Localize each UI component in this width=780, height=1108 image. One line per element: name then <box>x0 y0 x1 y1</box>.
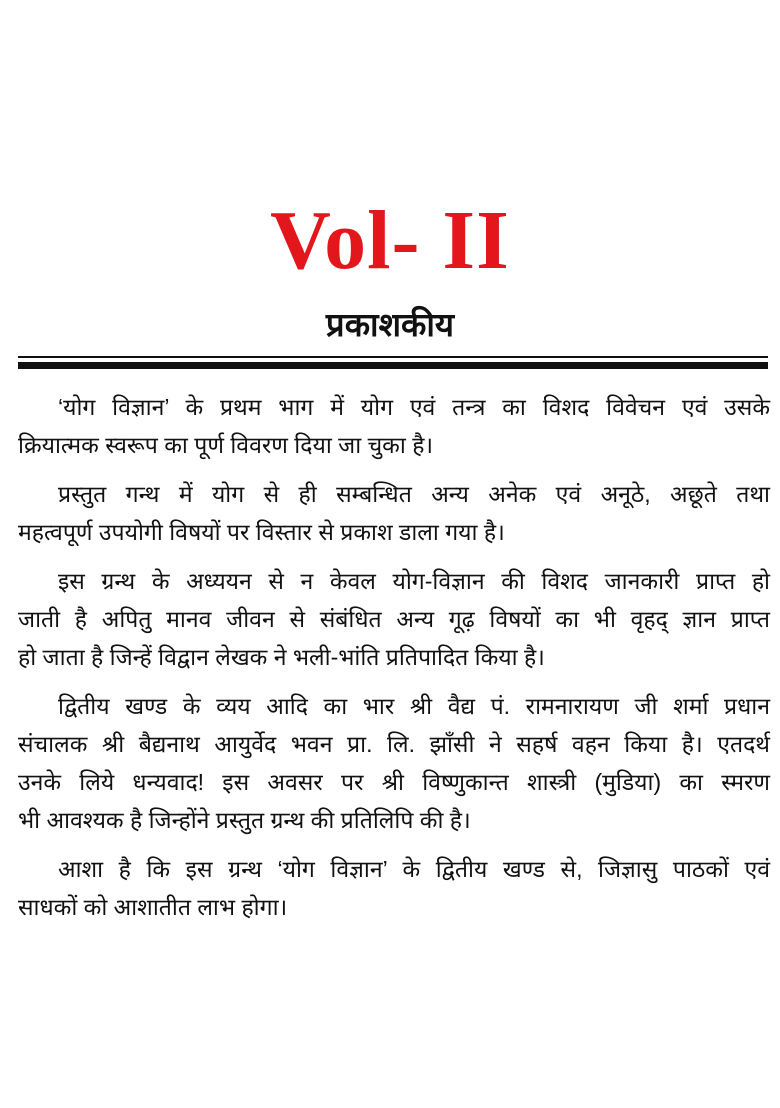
paragraph-1 <box>18 388 770 464</box>
divider-thin <box>18 356 768 358</box>
text-line: हो जाता है जिन्हें विद्वान लेखक ने भली-भांति प्रतिपादित किया है। <box>18 644 545 670</box>
volume-title: Vol- II <box>270 194 510 287</box>
text-line: संचालक श्री बैद्यनाथ आयुर्वेद भवन प्रा. लि. झाँसी ने सहर्ष वहन किया है। एतदर्थ <box>18 731 770 757</box>
paragraph-4 <box>18 687 770 839</box>
text-line: आशा है कि इस ग्रन्थ ‘योग विज्ञान’ के द्वितीय खण्ड से, जिज्ञासु पाठकों एवं <box>58 856 770 882</box>
divider-thick <box>18 362 768 369</box>
text-line: द्वितीय खण्ड के व्यय आदि का भार श्री वैद्य पं. रामनारायण जी शर्मा प्रधान <box>58 693 770 719</box>
paragraph-5 <box>18 850 770 926</box>
text-line: इस ग्रन्थ के अध्ययन से न केवल योग-विज्ञान की विशद जानकारी प्राप्त हो <box>58 568 770 594</box>
text-line: ‘योग विज्ञान’ के प्रथम भाग में योग एवं तन्त्र का विशद विवेचन एवं उसके <box>58 394 770 420</box>
text-line: प्रस्तुत गन्थ में योग से ही सम्बन्धित अन्य अनेक एवं अनूठे, अछूते तथा <box>58 481 770 507</box>
preface-body <box>18 388 770 937</box>
text-line: महत्वपूर्ण उपयोगी विषयों पर विस्तार से प्रकाश डाला गया है। <box>18 519 505 545</box>
section-heading: प्रकाशकीय <box>325 306 455 343</box>
text-line: उनके लिये धन्यवाद! इस अवसर पर श्री विष्णुकान्त शास्त्री (मुडिया) का स्मरण <box>18 769 770 795</box>
text-line: साधकों को आशातीत लाभ होगा। <box>18 894 288 920</box>
text-line: भी आवश्यक है जिन्होंने प्रस्तुत ग्रन्थ की प्रतिलिपि की है। <box>18 807 471 833</box>
paragraph-2 <box>18 475 770 551</box>
paragraph-3 <box>18 562 770 676</box>
text-line: जाती है अपितु मानव जीवन से संबंधित अन्य गूढ़ विषयों का भी वृहद् ज्ञान प्राप्त <box>18 606 770 632</box>
text-line: क्रियात्मक स्वरूप का पूर्ण विवरण दिया जा चुका है। <box>18 432 434 458</box>
